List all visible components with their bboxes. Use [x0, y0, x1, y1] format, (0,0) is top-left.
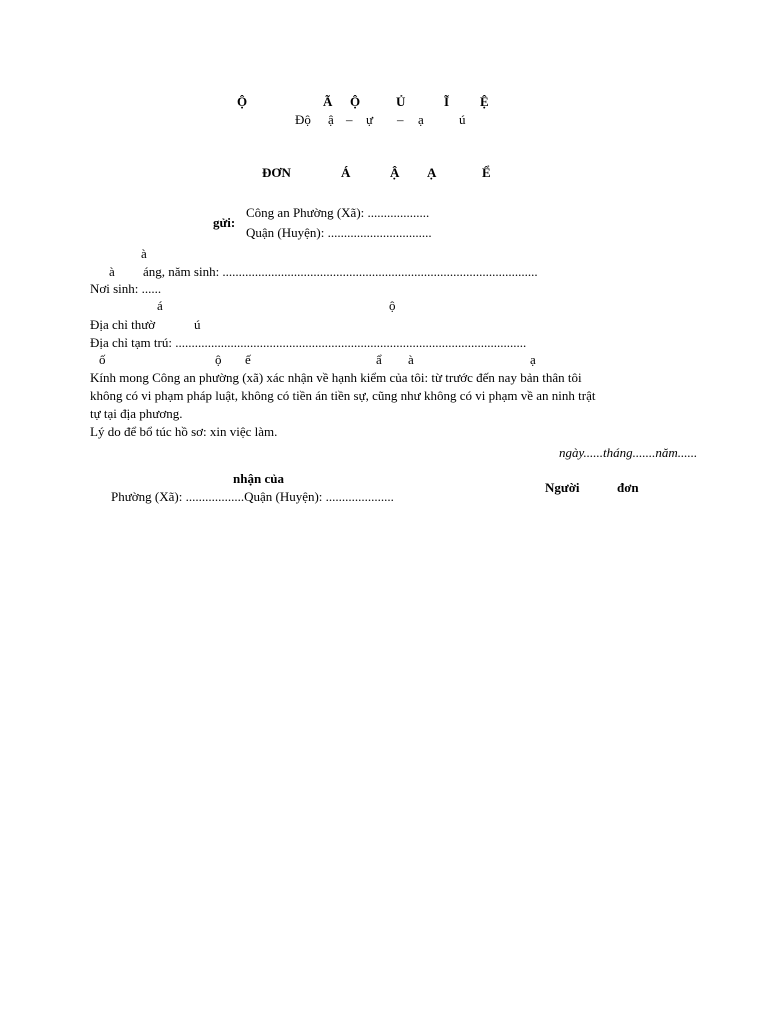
date-line: ngày......tháng.......năm......: [559, 445, 698, 460]
name-field-fragment: à: [141, 246, 147, 261]
id-field-fragment: á: [157, 298, 163, 313]
motto-fragment: ạ: [418, 112, 424, 127]
national-title-fragment: Ã: [323, 94, 333, 109]
motto-fragment: ự: [366, 112, 374, 127]
request-paragraph-line: Kính mong Công an phường (xã) xác nhận về hạnh kiểm của tôi: từ trước đến nay bản thân tôi: [90, 370, 582, 385]
contact-fragment: ẩ: [376, 352, 382, 367]
document-title-fragment: ĐƠN: [262, 165, 291, 180]
birth-date-field: áng, năm sinh: .................................................................................................: [143, 264, 538, 279]
recipient-label: gửi:: [213, 215, 236, 230]
birth-field-prefix: à: [109, 264, 115, 279]
confirmation-authority: Phường (Xã): ..................Quận (Huyện): .....................: [111, 489, 394, 504]
national-title-fragment: Ộ: [237, 94, 248, 109]
motto-fragment: Độ: [295, 112, 311, 127]
reason-line: Lý do để bổ túc hồ sơ: xin việc làm.: [90, 424, 278, 439]
document-title-fragment: Á: [341, 165, 351, 180]
contact-fragment: à: [408, 352, 414, 367]
contact-fragment: ộ: [215, 352, 222, 367]
motto-fragment: –: [397, 112, 404, 127]
motto-fragment: –: [346, 112, 353, 127]
permanent-address-fragment: ú: [194, 317, 201, 332]
contact-fragment: ạ: [530, 352, 536, 367]
national-title-fragment: Ủ: [396, 94, 406, 109]
request-paragraph-line: tự tại địa phương.: [90, 406, 183, 421]
motto-fragment: ú: [459, 112, 466, 127]
contact-fragment: ế: [245, 352, 251, 367]
temporary-address-field: Địa chỉ tạm trú: ............................................................................................................: [90, 335, 527, 350]
national-title-fragment: Ệ: [480, 94, 489, 109]
permanent-address-field: Địa chỉ thườ: [90, 317, 156, 332]
signer-label: đơn: [617, 480, 639, 495]
recipient-ward: Công an Phường (Xã): ...................: [246, 205, 430, 220]
motto-fragment: ậ: [328, 112, 334, 127]
id-field-fragment: ộ: [389, 298, 396, 313]
confirmation-title: nhận của: [233, 471, 284, 486]
document-title-fragment: Ể: [482, 165, 491, 180]
recipient-district: Quận (Huyện): ................................: [246, 225, 432, 240]
contact-fragment: ố: [99, 352, 106, 367]
national-title-fragment: Ộ: [350, 94, 361, 109]
signer-label: Người: [545, 480, 580, 495]
national-title-fragment: Ĩ: [444, 94, 450, 109]
birthplace-field: Nơi sinh: ......: [90, 281, 162, 296]
document-title-fragment: Ậ: [390, 165, 400, 180]
request-paragraph-line: không có vi phạm pháp luật, không có tiền án tiền sự, cũng như không có vi phạm về an ninh trật: [90, 388, 596, 403]
document-title-fragment: Ạ: [427, 165, 437, 180]
